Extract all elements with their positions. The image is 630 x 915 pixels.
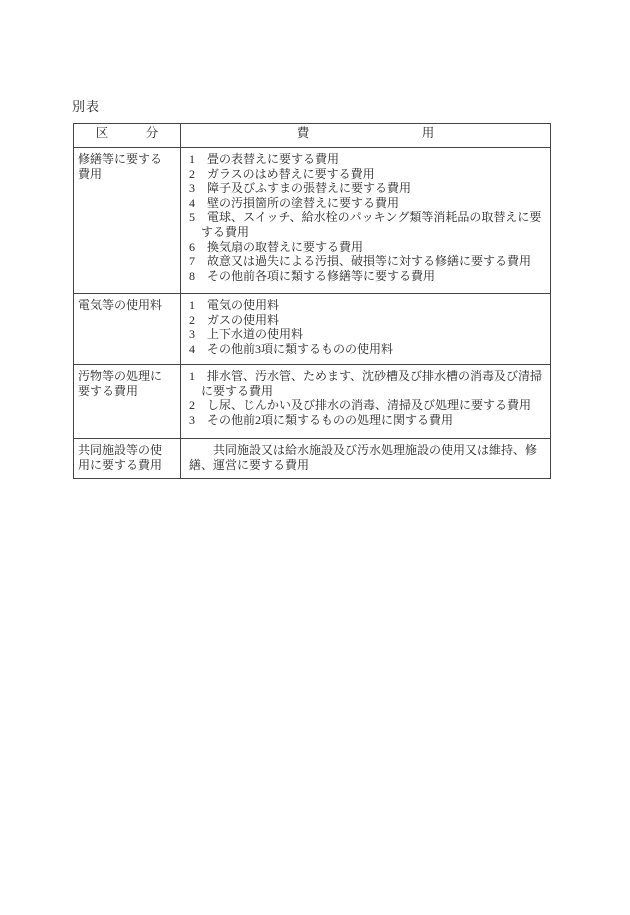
expense-item: 5 電球、スイッチ、給水栓のパッキング類等消耗品の取替えに要する費用 [189, 210, 542, 239]
expense-cell [181, 148, 551, 294]
table-row-waste [74, 365, 551, 439]
table-header-row [74, 124, 551, 148]
expense-item: 3 上下水道の使用料 [189, 327, 304, 342]
expense-item: 3 障子及びふすまの張替えに要する費用 [189, 181, 412, 196]
expense-item: 4 その他前3項に類するものの使用料 [189, 341, 394, 356]
expense-item: 1 畳の表替えに要する費用 [189, 152, 340, 166]
category-cell: 修繕等に要する費用 [74, 148, 181, 294]
expense-item: 2 ガラスのはめ替えに要する費用 [189, 166, 375, 181]
expense-item: 3 その他前2項に類するものの処理に関する費用 [189, 412, 454, 427]
expense-item: 4 壁の汚損箇所の塗替えに要する費用 [189, 195, 400, 210]
expense-cell [181, 294, 551, 365]
expense-item: 共同施設又は給水施設及び汚水処理施設の使用又は維持、修繕、運営に要する費用 [189, 443, 538, 472]
expense-item: 8 その他前各項に類する修繕等に要する費用 [189, 268, 436, 283]
category-cell: 電気等の使用料 [74, 294, 181, 365]
fee-table [73, 123, 551, 479]
category-cell: 共同施設等の使用に要する費用 [74, 439, 181, 479]
table-row-utilities [74, 294, 551, 365]
table-row-common-facilities [74, 439, 551, 479]
expense-item: 1 排水管、汚水管、ためます、沈砂槽及び排水槽の消毒及び清掃に要する費用 [189, 369, 543, 398]
table-row-repairs [74, 148, 551, 294]
expense-item: 1 電気の使用料 [189, 298, 280, 312]
expense-cell [181, 439, 551, 479]
expense-item: 7 故意又は過失による汚損、破損等に対する修繕に要する費用 [189, 254, 532, 269]
category-cell: 汚物等の処理に要する費用 [74, 365, 181, 439]
expense-header-cell: 費 用 [181, 124, 551, 148]
expense-item: 6 換気扇の取替えに要する費用 [189, 239, 364, 254]
expense-item: 2 ガスの使用料 [189, 312, 280, 327]
appendix-label: 別表 [72, 99, 101, 114]
category-header-cell: 区 分 [74, 124, 181, 148]
expense-cell [181, 365, 551, 439]
expense-item: 2 し尿、じんかい及び排水の消毒、清掃及び処理に要する費用 [189, 398, 532, 413]
